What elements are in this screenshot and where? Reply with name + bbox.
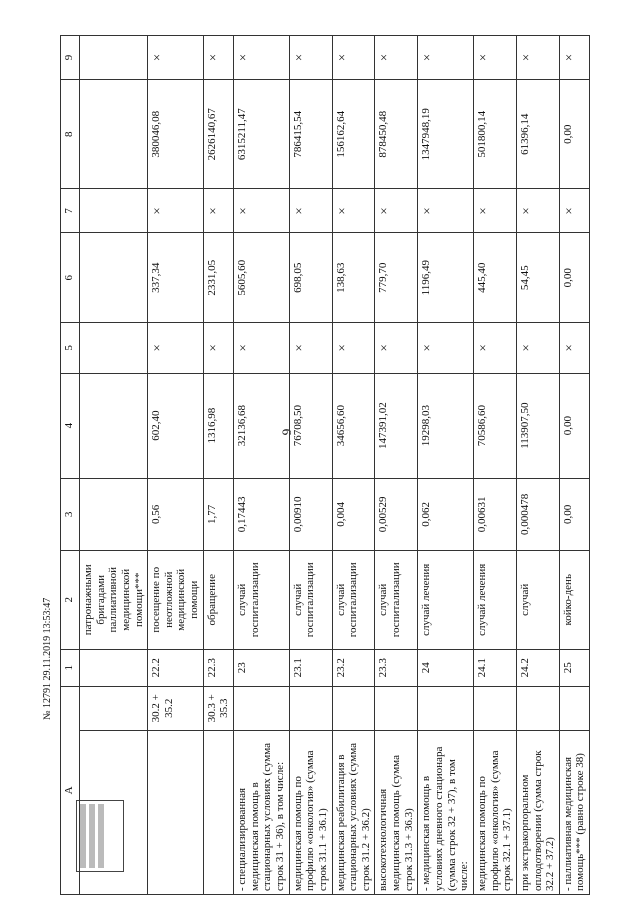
- table-cell-a: - медицинская помощь в условиях дневного стационара (сумма строк 32 + 37), в том числе:: [418, 730, 474, 894]
- table-cell-c9: ×: [473, 36, 516, 80]
- table-cell-c4: 0,00: [559, 373, 589, 478]
- table-cell-code: [516, 686, 559, 730]
- table-cell-code: 30.3 + 35.3: [203, 686, 233, 730]
- table-cell-c5: ×: [289, 323, 332, 373]
- table-cell-c4: 113907,50: [516, 373, 559, 478]
- table-cell-n: 24: [418, 649, 474, 686]
- table-cell-a: высокотехнологичная медицинская помощь (сумма строк 31.3 + 36.3): [375, 730, 418, 894]
- table-cell-code: 30.2 + 35.2: [148, 686, 204, 730]
- table-cell-c7: ×: [473, 189, 516, 233]
- table-cell-unit: случай госпитализации: [332, 550, 375, 649]
- table-cell-c3: 1,77: [203, 478, 233, 550]
- table-cell-n: 23.1: [289, 649, 332, 686]
- table-cell-a: [148, 730, 204, 894]
- table-cell-c4: 70586,60: [473, 373, 516, 478]
- table-cell-c3: 0,00631: [473, 478, 516, 550]
- table-cell-c5: ×: [234, 323, 290, 373]
- table-cell-c8: 380046,08: [148, 79, 204, 189]
- table-cell-unit: случай лечения: [418, 550, 474, 649]
- table-cell-unit: койко-день: [559, 550, 589, 649]
- table-cell-c7: ×: [148, 189, 204, 233]
- table-cell-c7: ×: [332, 189, 375, 233]
- table-cell-n: [80, 649, 148, 686]
- header-row: [61, 36, 80, 895]
- table-cell-c4: 19298,03: [418, 373, 474, 478]
- table-cell-c6: 5605,60: [234, 233, 290, 323]
- table-cell-c7: [80, 189, 148, 233]
- table-cell-n: 22.2: [148, 649, 204, 686]
- table-cell-c6: [80, 233, 148, 323]
- table-cell-unit: случай госпитализации: [289, 550, 332, 649]
- table-cell-c8: 156162,64: [332, 79, 375, 189]
- table-cell-n: 24.1: [473, 649, 516, 686]
- table-row: [516, 36, 559, 895]
- col-header-4: 4: [61, 373, 80, 478]
- table-cell-n: 23.2: [332, 649, 375, 686]
- table-cell-c6: 445,40: [473, 233, 516, 323]
- col-header-6: 6: [61, 233, 80, 323]
- table-row: [289, 36, 332, 895]
- table-cell-unit: патронажными бригадами паллиативной медицинской помощи***: [80, 550, 148, 649]
- table-cell-c4: 34656,60: [332, 373, 375, 478]
- table-cell-c9: ×: [375, 36, 418, 80]
- col-header-a: А: [61, 686, 80, 894]
- table-cell-c9: ×: [289, 36, 332, 80]
- table-cell-c7: ×: [289, 189, 332, 233]
- col-header-3: 3: [61, 478, 80, 550]
- col-header-1: 1: [61, 649, 80, 686]
- table-cell-c6: 337,34: [148, 233, 204, 323]
- table-cell-a: медицинская помощь по профилю «онкология» (сумма строк 32.1 + 37.1): [473, 730, 516, 894]
- table-row: [375, 36, 418, 895]
- table-cell-unit: посещение по неотложной медицинской помощи: [148, 550, 204, 649]
- table-cell-a: медицинская помощь по профилю «онкология» (сумма строк 31.1 + 36.1): [289, 730, 332, 894]
- table-cell-c8: 2626140,67: [203, 79, 233, 189]
- table-cell-c3: 0,00: [559, 478, 589, 550]
- table-cell-unit: обращение: [203, 550, 233, 649]
- table-cell-a: - паллиативная медицинская помощь*** (равно строке 38): [559, 730, 589, 894]
- table-cell-c9: ×: [418, 36, 474, 80]
- table-cell-c6: 138,63: [332, 233, 375, 323]
- table-cell-c3: 0,00910: [289, 478, 332, 550]
- table-cell-c5: [80, 323, 148, 373]
- table-cell-code: [289, 686, 332, 730]
- table-cell-c9: [80, 36, 148, 80]
- table-cell-c8: 1347948,19: [418, 79, 474, 189]
- table-cell-c5: ×: [418, 323, 474, 373]
- table-cell-c7: ×: [203, 189, 233, 233]
- table-cell-unit: случай госпитализации: [234, 550, 290, 649]
- table-cell-code: [234, 686, 290, 730]
- table-cell-c4: 147391,02: [375, 373, 418, 478]
- table-cell-c3: 0,004: [332, 478, 375, 550]
- table-cell-c9: ×: [559, 36, 589, 80]
- col-header-2: 2: [61, 550, 80, 649]
- table-cell-c8: 501800,14: [473, 79, 516, 189]
- table-cell-a: при экстракорпоральном оплодотворении (сумма строк 32.2 + 37.2): [516, 730, 559, 894]
- table-cell-code: [332, 686, 375, 730]
- table-cell-c8: 786415,54: [289, 79, 332, 189]
- table-cell-c6: 0,00: [559, 233, 589, 323]
- table-cell-c8: 0,00: [559, 79, 589, 189]
- table-cell-c3: [80, 478, 148, 550]
- table-cell-c5: ×: [473, 323, 516, 373]
- table-cell-c5: ×: [203, 323, 233, 373]
- table-cell-c4: 76708,50: [289, 373, 332, 478]
- table-cell-c7: ×: [418, 189, 474, 233]
- col-header-9: 9: [61, 36, 80, 80]
- table-cell-c8: 878450,48: [375, 79, 418, 189]
- table-cell-c9: ×: [332, 36, 375, 80]
- tariff-table: [60, 35, 590, 895]
- table-cell-c3: 0,17443: [234, 478, 290, 550]
- table-cell-a: [203, 730, 233, 894]
- table-cell-c5: ×: [516, 323, 559, 373]
- table-cell-unit: случай: [516, 550, 559, 649]
- table-cell-c7: ×: [516, 189, 559, 233]
- table-cell-unit: случай госпитализации: [375, 550, 418, 649]
- page-number: 9: [279, 428, 294, 436]
- table-cell-c5: ×: [148, 323, 204, 373]
- table-cell-a: [80, 730, 148, 894]
- document-registration-number: № 12791 29.11.2019 13:53:47: [42, 597, 53, 720]
- table-cell-c6: 1196,49: [418, 233, 474, 323]
- table-cell-c6: 698,05: [289, 233, 332, 323]
- table-cell-c5: ×: [559, 323, 589, 373]
- table-cell-n: 23: [234, 649, 290, 686]
- table-cell-n: 25: [559, 649, 589, 686]
- table-cell-c3: 0,000478: [516, 478, 559, 550]
- table-row: [418, 36, 474, 895]
- table-cell-c9: ×: [234, 36, 290, 80]
- table-cell-c3: 0,062: [418, 478, 474, 550]
- table-cell-c3: 0,00529: [375, 478, 418, 550]
- table-cell-c8: 61396,14: [516, 79, 559, 189]
- table-cell-code: [375, 686, 418, 730]
- table-cell-code: [473, 686, 516, 730]
- table-row: [473, 36, 516, 895]
- table-cell-n: 24.2: [516, 649, 559, 686]
- table-cell-c9: ×: [148, 36, 204, 80]
- table-cell-code: [418, 686, 474, 730]
- table-row: [148, 36, 204, 895]
- table-cell-c4: [80, 373, 148, 478]
- table-row: [559, 36, 589, 895]
- table-cell-c8: 6315211,47: [234, 79, 290, 189]
- table-cell-unit: случай лечения: [473, 550, 516, 649]
- table-cell-c4: 1316,98: [203, 373, 233, 478]
- table-cell-code: [559, 686, 589, 730]
- table-cell-c4: 602,40: [148, 373, 204, 478]
- table-cell-c5: ×: [332, 323, 375, 373]
- table-cell-a: - специализированная медицинская помощь в стационарных условиях (сумма строк 31 + 36), в том числе:: [234, 730, 290, 894]
- table-cell-c4: 32136,68: [234, 373, 290, 478]
- table-cell-c6: 2331,05: [203, 233, 233, 323]
- table-cell-c9: ×: [516, 36, 559, 80]
- col-header-8: 8: [61, 79, 80, 189]
- table-cell-c9: ×: [203, 36, 233, 80]
- table-cell-n: 23.3: [375, 649, 418, 686]
- table-cell-c7: ×: [375, 189, 418, 233]
- table-cell-c6: 779,70: [375, 233, 418, 323]
- table-row: [203, 36, 233, 895]
- table-cell-a: медицинская реабилитация в стационарных условиях (сумма строк 31.2 + 36.2): [332, 730, 375, 894]
- table-cell-code: [80, 686, 148, 730]
- table-row: [80, 36, 148, 895]
- table-cell-c5: ×: [375, 323, 418, 373]
- col-header-5: 5: [61, 323, 80, 373]
- table-cell-c3: 0,56: [148, 478, 204, 550]
- table-cell-c8: [80, 79, 148, 189]
- table-row: [234, 36, 290, 895]
- table-row: [332, 36, 375, 895]
- table-cell-c7: ×: [559, 189, 589, 233]
- col-header-7: 7: [61, 189, 80, 233]
- table-cell-c7: ×: [234, 189, 290, 233]
- table-cell-n: 22.3: [203, 649, 233, 686]
- table-cell-c6: 54,45: [516, 233, 559, 323]
- rotated-table-sheet: [60, 35, 640, 895]
